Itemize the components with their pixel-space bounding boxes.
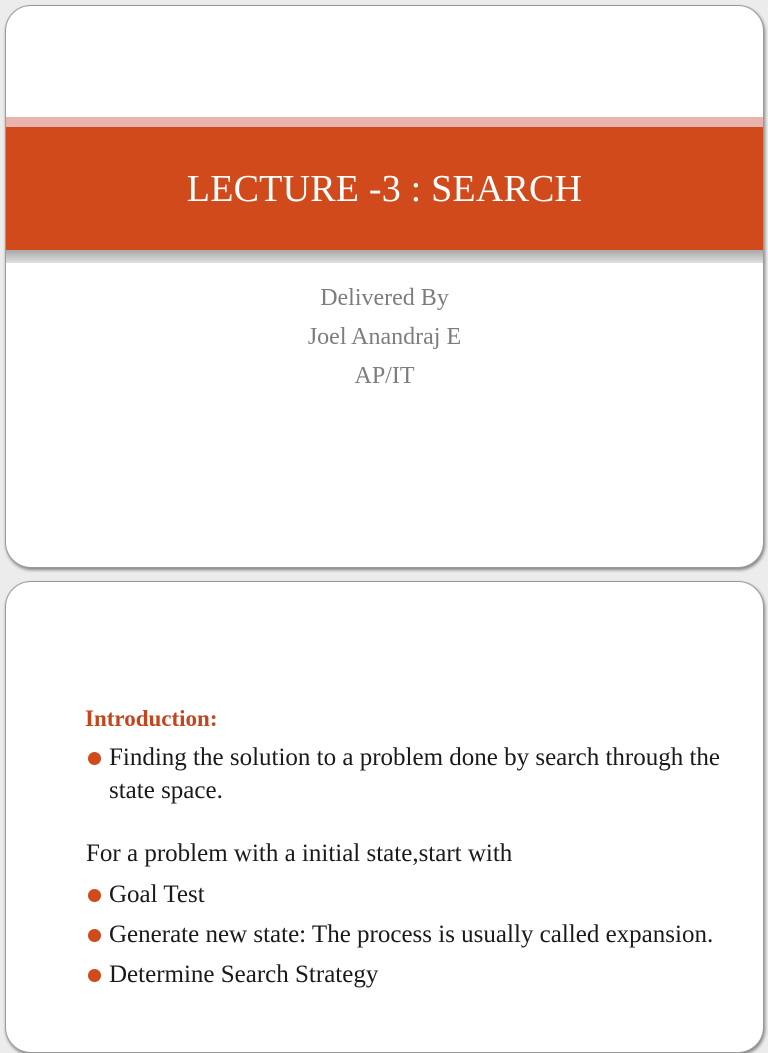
list-item	[86, 918, 723, 951]
list-item	[86, 958, 723, 991]
subtitle-designation: AP/IT	[354, 363, 415, 389]
body-paragraph: For a problem with a initial state,start with	[86, 840, 513, 867]
title-band-top-stripe	[6, 117, 763, 127]
slide-subtitle	[6, 279, 763, 396]
bullet-text: Finding the solution to a problem done by search through the state space.	[109, 744, 721, 804]
section-heading: Introduction:	[85, 706, 218, 731]
bullet-dot-icon	[88, 929, 101, 942]
slide-title: LECTURE -3 : SEARCH	[186, 167, 583, 210]
subtitle-delivered-by: Delivered By	[320, 285, 449, 311]
bullet-text: Goal Test	[109, 881, 205, 908]
bullet-dot-icon	[88, 969, 101, 982]
bullet-text: Determine Search Strategy	[109, 961, 379, 988]
bullet-list	[86, 741, 723, 998]
title-slide	[5, 5, 764, 568]
title-band-shadow	[6, 250, 763, 263]
content-slide	[5, 581, 764, 1053]
bullet-dot-icon	[88, 752, 101, 765]
bullet-text: Generate new state: The process is usually called expansion.	[109, 921, 714, 948]
subtitle-author: Joel Anandraj E	[307, 324, 462, 350]
bullet-dot-icon	[88, 889, 101, 902]
list-item	[86, 878, 723, 911]
list-item	[86, 741, 723, 807]
